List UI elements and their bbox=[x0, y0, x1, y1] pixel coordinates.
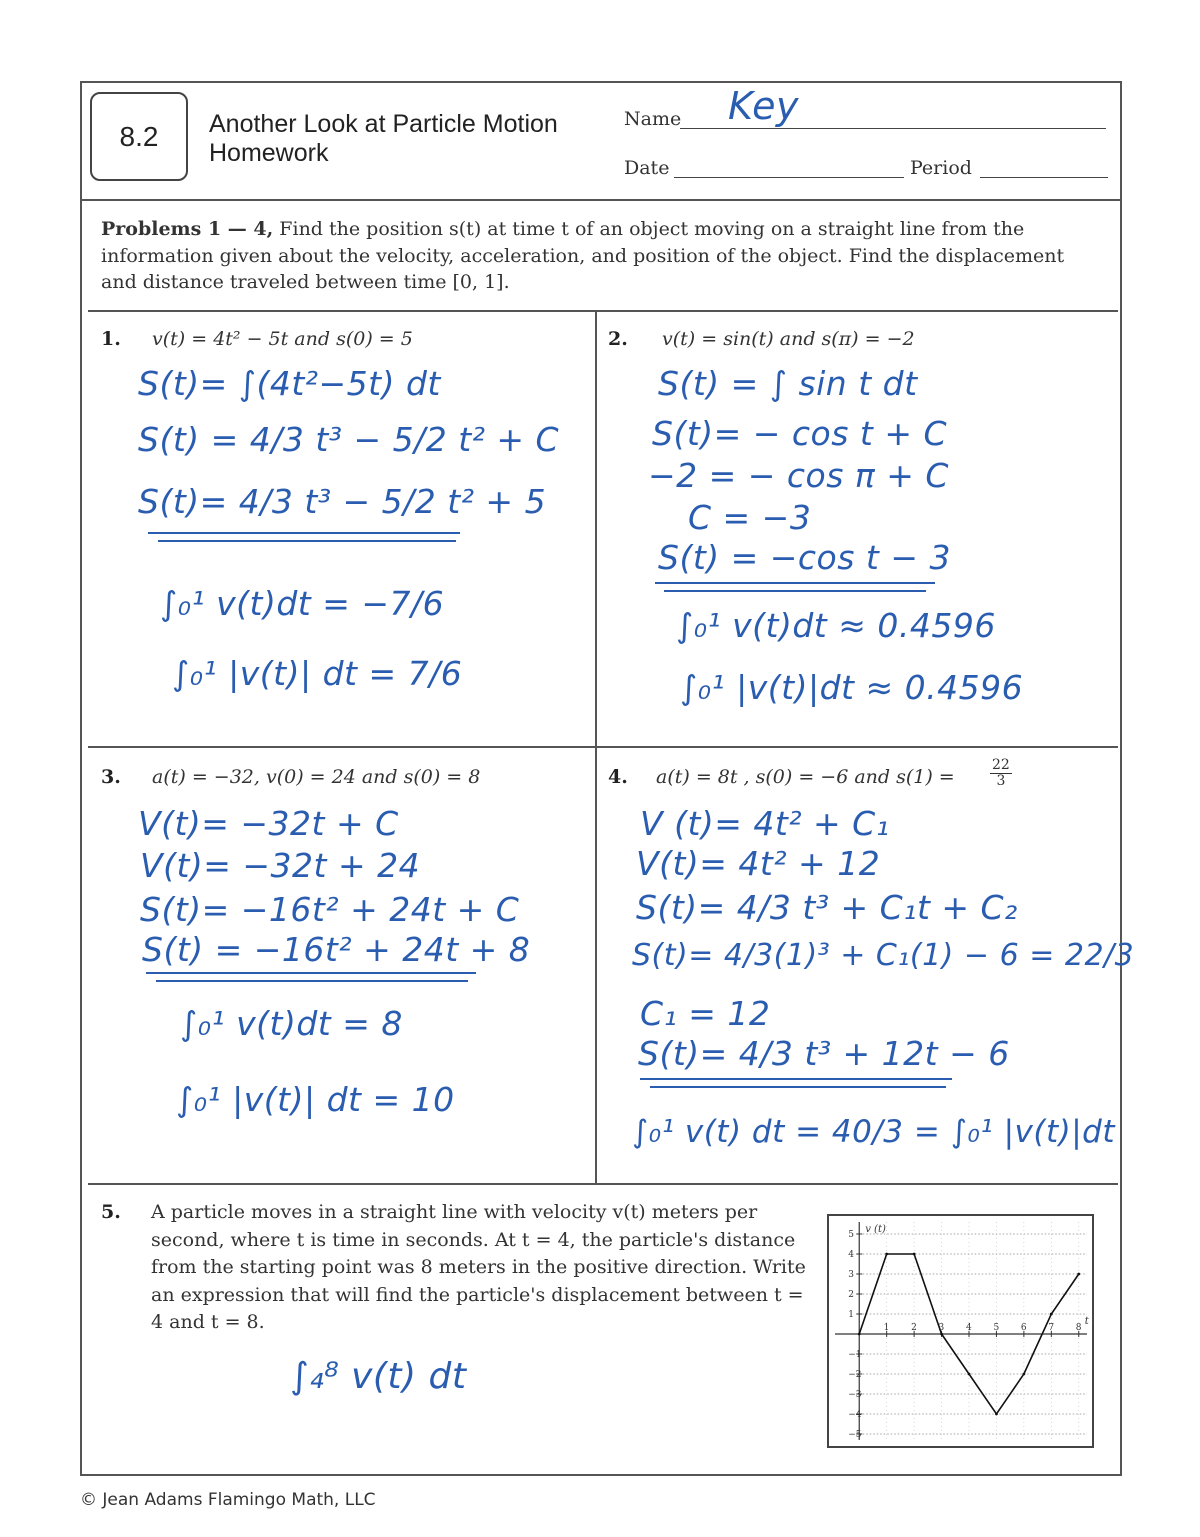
p4-work-line-2: V(t)= 4t² + 12 bbox=[636, 844, 881, 883]
section-number: 8.2 bbox=[119, 120, 159, 152]
instructions-lead: Problems 1 — 4, bbox=[101, 218, 274, 240]
p2-work-line-3: −2 = − cos π + C bbox=[648, 456, 949, 495]
x-tick-label: 1 bbox=[883, 1323, 890, 1333]
y-tick-label: 2 bbox=[848, 1290, 854, 1300]
y-tick-label: −2 bbox=[848, 1370, 862, 1380]
date-line bbox=[674, 177, 904, 178]
p3-answer-underline bbox=[146, 972, 476, 974]
p1-distance: ∫₀¹ |v(t)| dt = 7/6 bbox=[172, 654, 463, 693]
header-divider bbox=[80, 199, 1122, 201]
problem-4 bbox=[608, 757, 1010, 789]
copyright-footer: © Jean Adams Flamingo Math, LLC bbox=[80, 1490, 376, 1510]
p1-displacement: ∫₀¹ v(t)dt = −7/6 bbox=[160, 584, 445, 623]
x-tick-label: 4 bbox=[966, 1323, 972, 1333]
instructions-text: Find the position s(t) at time t of an object moving on a straight line from the information given about the velocity, acceleration, and position of the object. Find the displacement and distance traveled between time [0, 1]. bbox=[101, 218, 1065, 293]
p4-work-line-4: S(t)= 4/3(1)³ + C₁(1) − 6 = 22/3 bbox=[632, 938, 1135, 973]
x-tick-label: 2 bbox=[911, 1323, 917, 1333]
fraction-numerator: 22 bbox=[992, 757, 1010, 773]
p3-work-line-1: V(t)= −32t + C bbox=[138, 804, 399, 843]
p3-answer-underline-2 bbox=[156, 980, 468, 982]
velocity-graph bbox=[827, 1214, 1094, 1448]
y-tick-label: −5 bbox=[848, 1430, 862, 1440]
problem5-divider bbox=[88, 1183, 1118, 1185]
p2-work-line-5: S(t) = −cos t − 3 bbox=[658, 538, 951, 577]
p3-work-line-3: S(t)= −16t² + 24t + C bbox=[140, 890, 520, 929]
p3-distance: ∫₀¹ |v(t)| dt = 10 bbox=[176, 1080, 455, 1119]
velocity-data-point bbox=[995, 1413, 998, 1416]
period-line bbox=[980, 177, 1108, 178]
p2-work-line-2: S(t)= − cos t + C bbox=[652, 414, 948, 453]
y-axis-label: v (t) bbox=[865, 1224, 886, 1235]
x-tick-label: 6 bbox=[1020, 1323, 1027, 1333]
problem-given: a(t) = 8t , s(0) = −6 and s(1) = bbox=[656, 766, 955, 788]
problem-given: v(t) = 4t² − 5t and s(0) = 5 bbox=[152, 328, 413, 350]
problem-1 bbox=[101, 328, 413, 350]
problem-number: 4. bbox=[608, 766, 628, 788]
name-line bbox=[680, 128, 1106, 129]
p2-answer-underline-2 bbox=[664, 590, 926, 592]
p1-work-line-1: S(t)= ∫(4t²−5t) dt bbox=[138, 364, 441, 403]
velocity-data-point bbox=[1077, 1273, 1080, 1276]
p4-answer-underline-2 bbox=[650, 1086, 946, 1088]
x-tick-label: 3 bbox=[938, 1323, 945, 1333]
p2-distance: ∫₀¹ |v(t)|dt ≈ 0.4596 bbox=[680, 668, 1024, 707]
velocity-data-point bbox=[1050, 1313, 1053, 1316]
column-divider bbox=[595, 310, 597, 1183]
p4-work-line-5: C₁ = 12 bbox=[640, 994, 771, 1033]
fraction-denominator: 3 bbox=[996, 773, 1006, 789]
problem-number: 3. bbox=[101, 766, 121, 788]
velocity-graph-svg bbox=[829, 1216, 1092, 1446]
problem-given: a(t) = −32, v(0) = 24 and s(0) = 8 bbox=[152, 766, 481, 788]
p2-work-line-4: C = −3 bbox=[688, 498, 812, 537]
intro-divider bbox=[88, 310, 1118, 312]
velocity-data-point bbox=[968, 1373, 971, 1376]
p1-answer-underline bbox=[148, 532, 460, 534]
p1-answer-underline-2 bbox=[158, 540, 456, 542]
problem-number: 1. bbox=[101, 328, 121, 350]
p2-work-line-1: S(t) = ∫ sin t dt bbox=[658, 364, 918, 403]
p3-work-line-2: V(t)= −32t + 24 bbox=[140, 846, 421, 885]
name-label: Name bbox=[624, 108, 682, 130]
problem-3 bbox=[101, 766, 481, 788]
p1-work-line-3: S(t)= 4/3 t³ − 5/2 t² + 5 bbox=[138, 482, 547, 521]
y-tick-label: 1 bbox=[848, 1310, 854, 1320]
worksheet-title bbox=[209, 110, 558, 168]
row-divider bbox=[88, 746, 1118, 748]
subtitle-line: Homework bbox=[209, 139, 329, 167]
velocity-data-point bbox=[1022, 1373, 1025, 1376]
x-tick-label: 7 bbox=[1048, 1323, 1055, 1333]
given-fraction bbox=[990, 758, 1012, 789]
name-value: Key bbox=[728, 84, 799, 128]
y-tick-label: 3 bbox=[848, 1270, 854, 1280]
y-tick-label: 4 bbox=[848, 1250, 854, 1260]
velocity-data-point bbox=[940, 1333, 943, 1336]
y-tick-label: 5 bbox=[848, 1230, 854, 1240]
p4-displacement-distance: ∫₀¹ v(t) dt = 40/3 = ∫₀¹ |v(t)|dt bbox=[632, 1114, 1115, 1150]
p5-answer: ∫₄⁸ v(t) dt bbox=[290, 1356, 467, 1397]
problem-given: v(t) = sin(t) and s(π) = −2 bbox=[662, 328, 915, 350]
velocity-data-point bbox=[858, 1333, 861, 1336]
problem-number: 2. bbox=[608, 328, 628, 350]
velocity-data-point bbox=[885, 1253, 888, 1256]
p4-work-line-1: V (t)= 4t² + C₁ bbox=[640, 804, 890, 843]
p2-displacement: ∫₀¹ v(t)dt ≈ 0.4596 bbox=[676, 606, 996, 645]
p2-answer-underline bbox=[655, 582, 935, 584]
y-tick-label: −3 bbox=[848, 1390, 862, 1400]
problem-5-text: A particle moves in a straight line with velocity v(t) meters per second, where t is time in seconds. At t = 4, the particle's distance from the starting point was 8 meters in the positive direction. Write an expression that will find the particle's displacement between t = 4 and t = 8. bbox=[151, 1201, 806, 1333]
y-tick-label: −4 bbox=[848, 1410, 862, 1420]
title-line: Another Look at Particle Motion bbox=[209, 110, 558, 138]
p3-displacement: ∫₀¹ v(t)dt = 8 bbox=[180, 1004, 403, 1043]
p4-answer-underline bbox=[640, 1078, 952, 1080]
p4-work-line-6: S(t)= 4/3 t³ + 12t − 6 bbox=[638, 1034, 1010, 1073]
velocity-data-point bbox=[913, 1253, 916, 1256]
p3-work-line-4: S(t) = −16t² + 24t + 8 bbox=[142, 930, 531, 969]
x-axis-label: t bbox=[1084, 1316, 1089, 1327]
p4-work-line-3: S(t)= 4/3 t³ + C₁t + C₂ bbox=[636, 888, 1018, 927]
date-label: Date bbox=[624, 157, 670, 179]
period-label: Period bbox=[910, 157, 972, 179]
x-tick-label: 8 bbox=[1075, 1323, 1082, 1333]
section-badge bbox=[90, 92, 188, 181]
instructions bbox=[101, 216, 1091, 296]
problem-5-number: 5. bbox=[101, 1201, 121, 1223]
p1-work-line-2: S(t) = 4/3 t³ − 5/2 t² + C bbox=[138, 420, 560, 459]
problem-2 bbox=[608, 328, 915, 350]
x-tick-label: 5 bbox=[993, 1323, 1000, 1333]
y-tick-label: −1 bbox=[848, 1350, 862, 1360]
